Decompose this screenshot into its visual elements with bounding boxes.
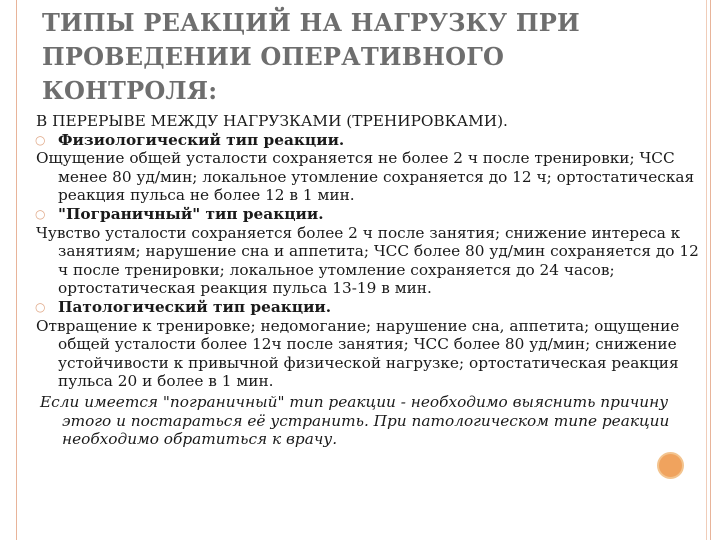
section-heading-text: "Пограничный" тип реакции. (58, 204, 324, 223)
slide-body (36, 112, 704, 449)
section-text-pathological: Отвращение к тренировке; недомогание; нарушение сна, аппетита; ощущение общей усталости более 12ч после занятия; ЧСС более 80 уд/мин; снижение устойчивости к привычной физической нагрузке; ортостатическая реакция пульса 20 и более в 1 мин. (36, 316, 680, 391)
circle-bullet-icon: ○ (35, 299, 46, 314)
section-heading-physiological (36, 131, 704, 150)
circle-bullet-icon: ○ (35, 206, 46, 221)
note-text: Если имеется "пограничный" тип реакции - необходимо выяснить причину этого и постараться её устранить. При патологическом типе реакции необходимо обратиться к врачу. (40, 392, 670, 449)
section-heading-text: Физиологический тип реакции. (58, 130, 345, 149)
lead-text: В ПЕРЕРЫВЕ МЕЖДУ НАГРУЗКАМИ (ТРЕНИРОВКАМИ). (36, 112, 508, 130)
title-line: ТИПЫ РЕАКЦИЙ НА НАГРУЗКУ ПРИ (42, 8, 580, 37)
right-border-line (710, 0, 711, 540)
section-heading-borderline (36, 205, 704, 224)
section-text-physiological: Ощущение общей усталости сохраняется не более 2 ч после тренировки; ЧСС менее 80 уд/мин; локальное утомление сохраняется до 12 ч; ортостатическая реакция пульса не более 12 в 1 мин. (36, 149, 695, 205)
circle-bullet-icon: ○ (35, 132, 46, 147)
title-line: КОНТРОЛЯ: (42, 76, 218, 105)
decorative-circle-icon (657, 452, 684, 479)
left-border-line (16, 0, 17, 540)
right-inner-border-line (706, 0, 707, 540)
section-heading-text: Патологический тип реакции. (58, 297, 332, 316)
slide-title (42, 6, 692, 108)
section-text-borderline: Чувство усталости сохраняется более 2 ч после занятия; снижение интереса к занятиям; нарушение сна и аппетита; ЧСС более 80 уд/мин сохраняется до 12 ч после тренировки; локальное утомление сохраняется до 24 часов; ортостатическая реакция пульса 13-19 в мин. (36, 223, 699, 298)
section-heading-pathological (36, 298, 704, 317)
title-line: ПРОВЕДЕНИИ ОПЕРАТИВНОГО (42, 42, 505, 71)
